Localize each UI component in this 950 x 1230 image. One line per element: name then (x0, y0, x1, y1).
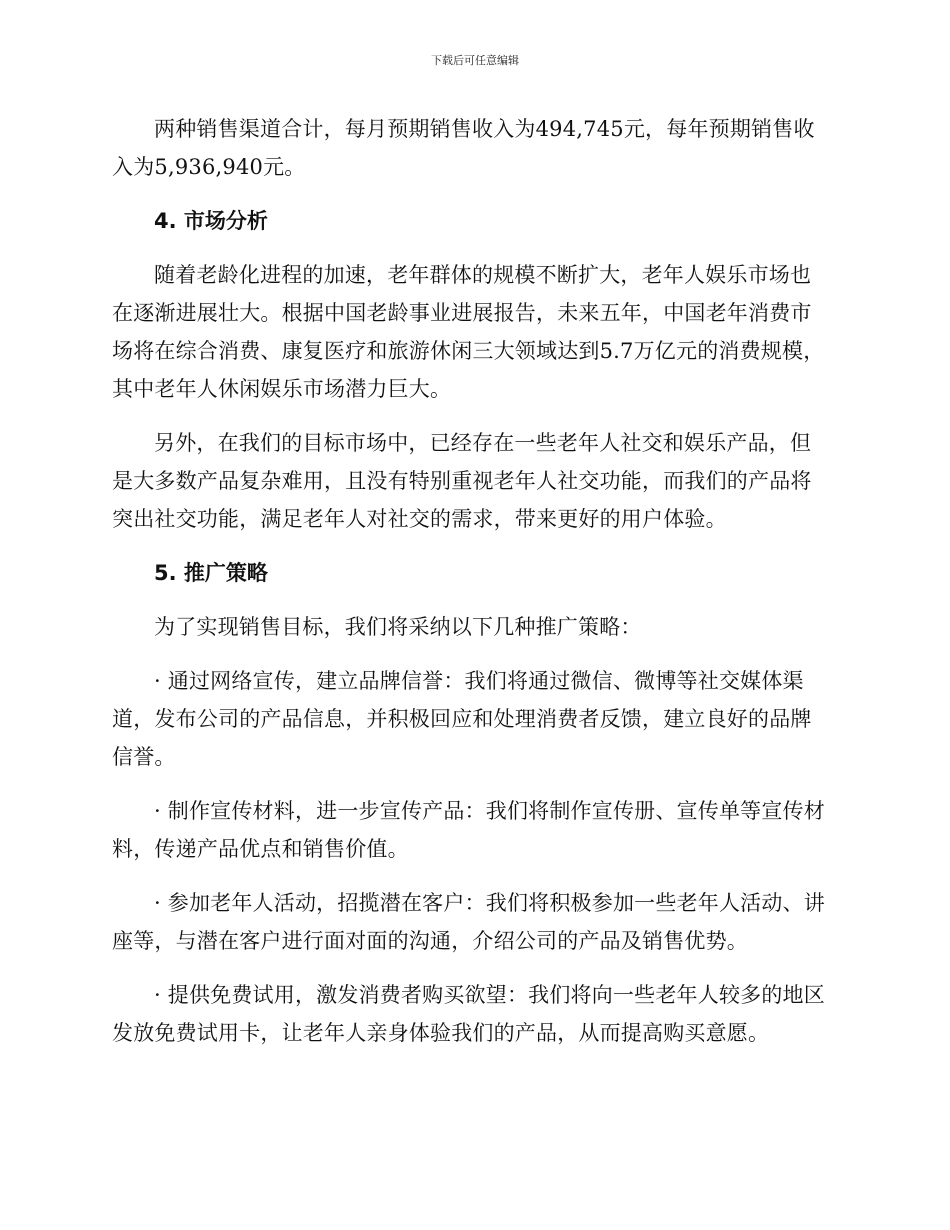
paragraph-competition: 另外，在我们的目标市场中，已经存在一些老年人社交和娱乐产品，但是大多数产品复杂难用，且没有特别重视老年人社交功能，而我们的产品将突出社交功能，满足老年人对社交的需求，带来更好的用户体验。 (112, 431, 812, 531)
bullet-online-promotion: · 通过网络宣传，建立品牌信誉：我们将通过微信、微博等社交媒体渠道，发布公司的产品信息，并积极回应和处理消费者反馈，建立良好的品牌信誉。 (112, 669, 812, 769)
paragraph-market-size: 随着老龄化进程的加速，老年群体的规模不断扩大，老年人娱乐市场也在逐渐进展壮大。根据中国老龄事业进展报告，未来五年，中国老年消费市场将在综合消费、康复医疗和旅游休闲三大领域达到5.7万亿元的消费规模，其中老年人休闲娱乐市场潜力巨大。 (112, 263, 825, 401)
paragraph-sales-total: 两种销售渠道合计，每月预期销售收入为494,745元，每年预期销售收入为5,936,940元。 (112, 117, 815, 179)
document-body (112, 110, 832, 1052)
bullet-free-trial: · 提供免费试用，激发消费者购买欲望：我们将向一些老年人较多的地区发放免费试用卡，让老年人亲身体验我们的产品，从而提高购买意愿。 (112, 983, 825, 1045)
section-heading-market-analysis: 4. 市场分析 (154, 209, 268, 233)
page-header: 下载后可任意编辑 (431, 54, 519, 67)
section-heading-promotion-strategy: 5. 推广策略 (154, 561, 268, 585)
bullet-promotional-materials: · 制作宣传材料，进一步宣传产品：我们将制作宣传册、宣传单等宣传材料，传递产品优点和销售价值。 (112, 799, 825, 861)
paragraph-strategy-intro: 为了实现销售目标，我们将采纳以下几种推广策略： (154, 615, 642, 639)
bullet-senior-activities: · 参加老年人活动，招揽潜在客户：我们将积极参加一些老年人活动、讲座等，与潜在客户进行面对面的沟通，介绍公司的产品及销售优势。 (112, 891, 825, 953)
